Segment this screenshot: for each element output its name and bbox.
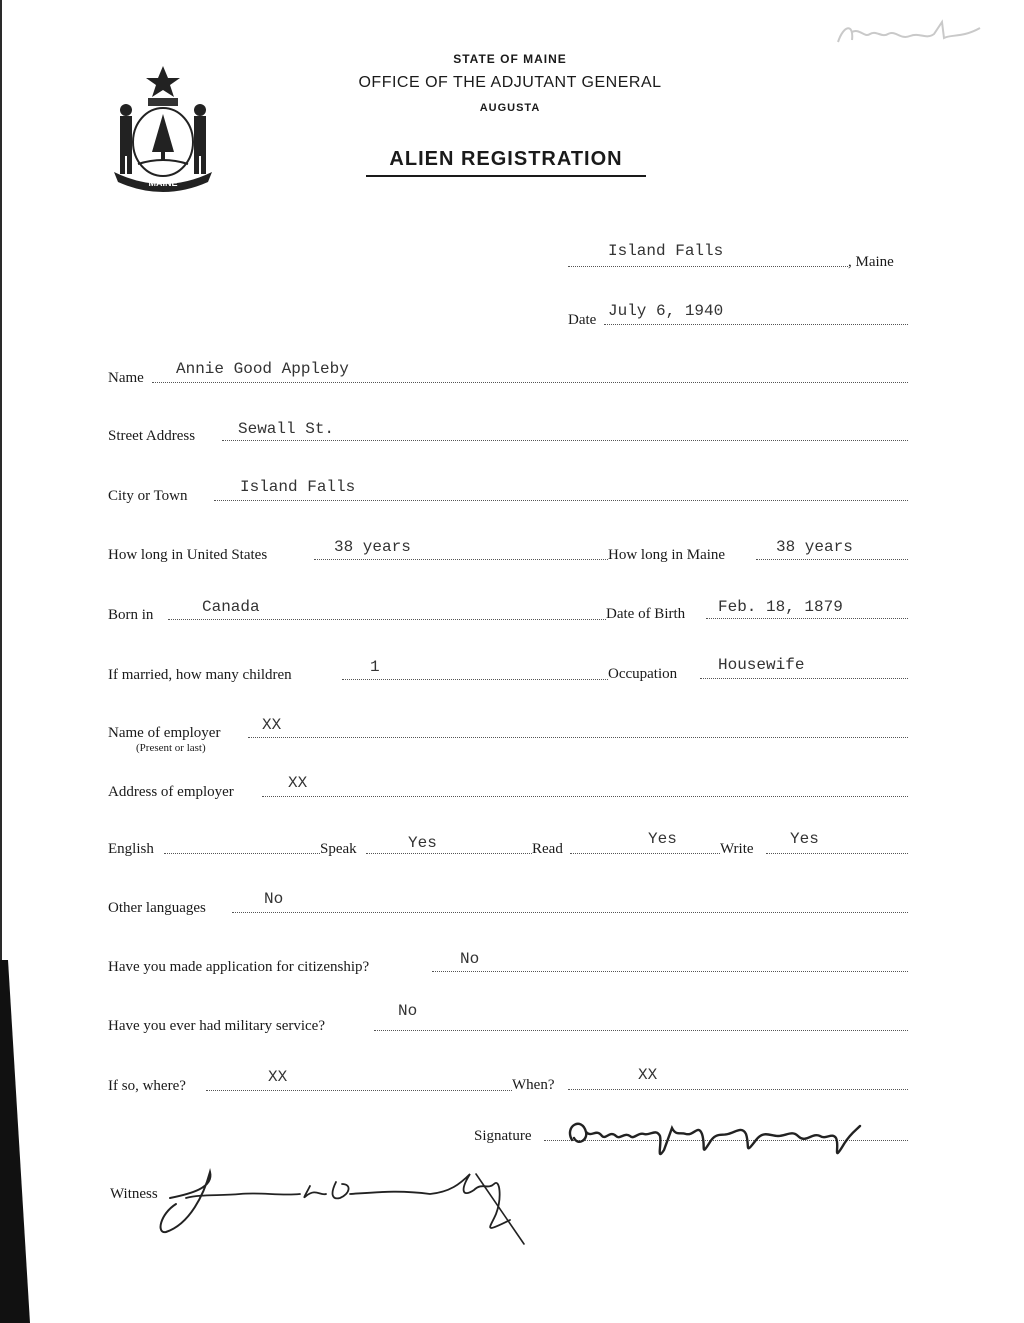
scan-shadow	[0, 960, 60, 1323]
street-line	[222, 440, 908, 441]
write-line	[766, 853, 908, 854]
where-label: If so, where?	[108, 1078, 186, 1094]
how-long-maine-value[interactable]: 38 years	[776, 538, 853, 556]
where-line	[206, 1090, 512, 1091]
military-label: Have you ever had military service?	[108, 1018, 325, 1034]
citizenship-label: Have you made application for citizenship?	[108, 959, 370, 975]
speak-value[interactable]: Yes	[408, 834, 437, 852]
children-line	[342, 679, 608, 680]
how-long-us-line	[314, 559, 608, 560]
maine-state-seal-icon	[108, 64, 218, 192]
where-value[interactable]: XX	[268, 1068, 288, 1086]
name-line	[152, 382, 908, 383]
when-line	[568, 1089, 908, 1090]
read-value[interactable]: Yes	[648, 830, 677, 848]
children-value[interactable]: 1	[370, 658, 380, 676]
date-label: Date	[568, 312, 597, 328]
children-label: If married, how many children	[108, 667, 292, 683]
date-of-birth-label: Date of Birth	[606, 606, 686, 622]
citizenship-line	[432, 971, 908, 972]
write-value[interactable]: Yes	[790, 830, 819, 848]
place-line	[568, 266, 848, 267]
date-of-birth-line	[706, 618, 908, 619]
write-label: Write	[720, 841, 754, 857]
born-in-label: Born in	[108, 607, 154, 623]
speak-line	[366, 853, 532, 854]
employer-name-line	[248, 737, 908, 738]
street-value[interactable]: Sewall St.	[238, 420, 335, 438]
employer-address-label: Address of employer	[108, 784, 234, 800]
header-city: AUGUSTA	[479, 102, 541, 114]
header-state: STATE OF MAINE	[453, 52, 567, 66]
born-in-value[interactable]: Canada	[202, 598, 260, 616]
employer-name-label: Name of employer	[108, 725, 221, 741]
citizenship-value[interactable]: No	[460, 950, 480, 968]
how-long-maine-label: How long in Maine	[608, 547, 726, 563]
born-in-line	[168, 619, 606, 620]
english-label: English	[108, 841, 154, 857]
svg-text:MAINE: MAINE	[148, 178, 178, 188]
when-label: When?	[512, 1077, 555, 1093]
other-languages-line	[232, 912, 908, 913]
name-value[interactable]: Annie Good Appleby	[176, 360, 349, 378]
city-line	[214, 500, 908, 501]
applicant-signature[interactable]	[560, 1106, 880, 1176]
place-value[interactable]: Island Falls	[608, 242, 724, 260]
speak-label: Speak	[320, 841, 357, 857]
date-line	[604, 324, 908, 325]
military-value[interactable]: No	[398, 1002, 418, 1020]
city-label: City or Town	[108, 488, 188, 504]
employer-address-value[interactable]: XX	[288, 774, 308, 792]
corner-pencil-note	[830, 14, 1000, 54]
occupation-line	[700, 678, 908, 679]
occupation-label: Occupation	[608, 666, 678, 682]
form-title: ALIEN REGISTRATION	[366, 148, 646, 177]
employer-name-value[interactable]: XX	[262, 716, 282, 734]
header-office: OFFICE OF THE ADJUTANT GENERAL	[358, 74, 662, 91]
other-languages-label: Other languages	[108, 900, 206, 916]
city-value[interactable]: Island Falls	[240, 478, 356, 496]
occupation-value[interactable]: Housewife	[718, 656, 805, 674]
employer-address-line	[262, 796, 908, 797]
signature-label: Signature	[474, 1128, 532, 1144]
how-long-us-label: How long in United States	[108, 547, 268, 563]
street-label: Street Address	[108, 428, 196, 444]
place-suffix: , Maine	[848, 254, 894, 270]
how-long-us-value[interactable]: 38 years	[334, 538, 411, 556]
how-long-maine-line	[756, 559, 908, 560]
military-line	[374, 1030, 908, 1031]
read-label: Read	[532, 841, 563, 857]
witness-label: Witness	[110, 1186, 158, 1202]
employer-name-sublabel: (Present or last)	[136, 742, 206, 754]
name-label: Name	[108, 370, 144, 386]
other-languages-value[interactable]: No	[264, 890, 284, 908]
date-of-birth-value[interactable]: Feb. 18, 1879	[718, 598, 843, 616]
witness-signature[interactable]	[130, 1154, 550, 1254]
english-line	[164, 853, 320, 854]
date-value[interactable]: July 6, 1940	[608, 302, 724, 320]
read-line	[570, 853, 720, 854]
when-value[interactable]: XX	[638, 1066, 658, 1084]
